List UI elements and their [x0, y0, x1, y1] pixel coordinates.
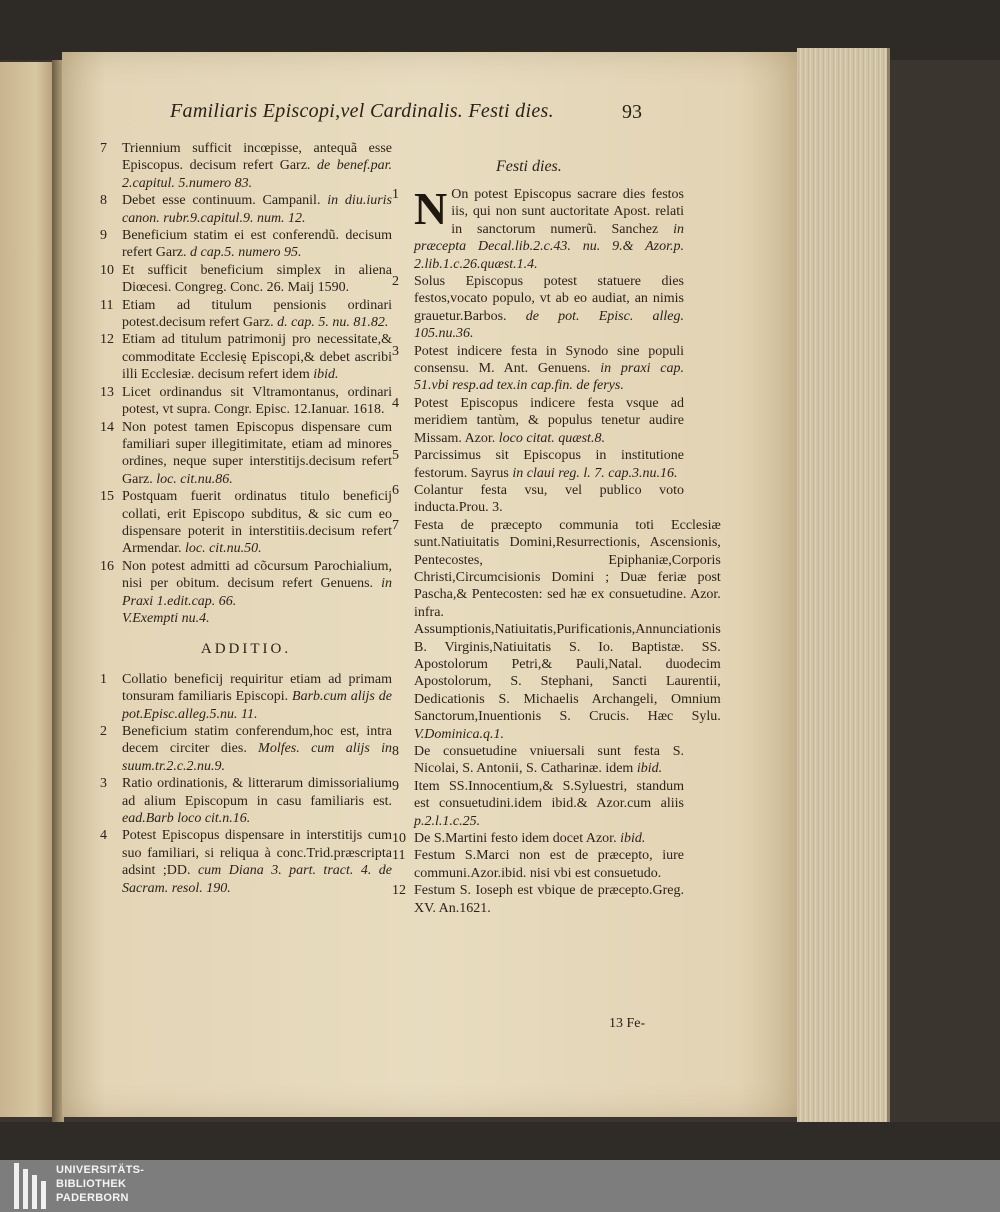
entry-body: Triennium sufficit incœpisse, antequã esse Episcopus. decisum refert Garz. [122, 141, 392, 174]
right-entry [392, 743, 684, 778]
entry-body: Festa de præcepto communia toti Ecclesiæ sunt.Natiuitatis Domini,Resurrectionis, Ascensionis, Pentecostes, Epiphaniæ,Corporis Christi,Circumcisionis Domini ; Duæ feriæ post Pascha,& Pentecosten: sed hæ ex consuetudine. Azor. infra. Assumptionis,Natiuitatis,Purificationis,Annunciationis B. Virginis,Natiuitatis S. Io. Baptistæ. SS. Apostolorum Petri,& Pauli,Natal. duodecim Apostolorum, S. Stephani, Sancti Laurentii, Dedicationis S. Michaelis Archangeli, Omnium Sanctorum,Inuentionis S. Crucis. Hæc Sylu. [414, 517, 721, 725]
entry-number: 5 [392, 448, 399, 464]
entry-body: Beneficium statim conferendum,hoc est, intra decem circiter dies. [122, 724, 392, 757]
entry-text [122, 140, 392, 192]
entry-number: 8 [392, 744, 399, 759]
library-name-line2: BIBLIOTHEK [56, 1178, 127, 1190]
entry-body: Solus Episcopus potest statuere dies festos,vocato populo, vt ab eo audiat, an nimis grauetur.Barbos. [414, 274, 684, 324]
entry-citation: loc. cit.nu.50. [184, 541, 262, 557]
entry-text [414, 743, 684, 778]
entry-body: Licet ordinandus sit Vltramontanus, ordinari potest, vt supra. Congr. Episc. 12.Ianuar. 1618. [122, 384, 392, 418]
entry-text [414, 343, 684, 395]
entry-text [414, 183, 684, 273]
entry-text [122, 227, 392, 262]
entry-number: 4 [392, 395, 399, 411]
additio-title: ADDITIO. [200, 641, 292, 658]
entry-text [414, 482, 684, 517]
entry-citation: de pot. Episc. alleg. 105.nu.36. [414, 308, 685, 342]
entry-number: 10 [100, 262, 114, 278]
additio-entry [100, 723, 392, 775]
left-entry [100, 192, 392, 227]
entry-text [122, 671, 392, 723]
festi-dies-heading: Festi dies. [496, 158, 562, 175]
entry-number: 14 [100, 419, 114, 435]
entry-number: 2 [392, 274, 399, 290]
entry-body: Collatio beneficij requiritur etiam ad primam tonsuram familiaris Episcopi. [122, 671, 392, 705]
entry-text [122, 488, 392, 558]
entry-number: 4 [100, 828, 107, 844]
left-trailing-reference: V.Exempti nu.4. [122, 610, 210, 626]
entry-body: Debet esse continuum. Campanil. [122, 193, 321, 209]
drop-capital: N [414, 183, 448, 234]
left-entry [100, 419, 392, 489]
entry-text [414, 395, 684, 447]
entry-text [122, 297, 392, 332]
left-entry [100, 262, 392, 297]
entry-text [122, 262, 392, 297]
entry-citation: in praxi cap. 51.vbi resp.ad tex.in cap.fin. de ferys. [414, 361, 685, 394]
entry-text [122, 192, 392, 227]
left-entry [100, 227, 392, 262]
entry-citation: in claui reg. l. 7. cap.3.nu.16. [512, 465, 678, 481]
entry-body: Postquam fuerit ordinatus titulo beneficij collati, erit Episcopo subditus, & sic cum eo dispensare poterit in interstitiis.decisum refert Armendar. [122, 489, 392, 557]
right-entry [392, 395, 684, 447]
entry-number: 2 [100, 724, 107, 739]
left-entry [100, 384, 392, 419]
entry-body: Potest indicere festa in Synodo sine populi consensu. M. Ant. Genuens. [414, 343, 684, 377]
entry-body: Beneficium statim ei est conferendũ. decisum refert Garz. [122, 228, 392, 261]
catchword: 13 Fe- [609, 1016, 646, 1031]
right-column [392, 183, 721, 917]
entry-citation: ead.Barb loco cit.n.16. [122, 811, 251, 827]
entry-text [122, 775, 392, 827]
running-head: Familiaris Episcopi,vel Cardinalis. Festi dies. [170, 100, 554, 122]
entry-number: 7 [100, 141, 107, 156]
entry-number: 16 [100, 558, 114, 574]
entry-number: 9 [100, 228, 107, 244]
entry-citation: in præcepta Decal.lib.2.c.43. nu. 9.& Azor.p. 2.lib.1.c.26.quæst.1.4. [414, 221, 684, 272]
left-entry [100, 488, 392, 558]
entry-number: 11 [392, 848, 406, 864]
additio-entry [100, 775, 392, 827]
entry-number: 3 [100, 776, 107, 792]
entry-citation: Molfes. cum alijs in suum.tr.2.c.2.nu.9. [122, 741, 393, 774]
entry-body: Ratio ordinationis, & litterarum dimissorialium ad alium Episcopum in casu familiaris est. [122, 776, 392, 809]
entry-number: 7 [392, 517, 399, 533]
left-entry [100, 558, 392, 610]
right-entry [392, 847, 684, 882]
entry-body: Potest Episcopus indicere festa vsque ad meridiem tantùm, & populus tenetur audire Missam. Azor. [414, 395, 684, 446]
entry-number: 10 [392, 831, 406, 847]
entry-citation: d cap.5. numero 95. [190, 245, 302, 261]
entry-text [122, 723, 392, 775]
entry-body: Non potest admitti ad cõcursum Parochialium, nisi per obitum. decisum refert Genuens. [122, 558, 392, 592]
entry-body: Parcissimus sit Episcopus in institutione festorum. Sayrus [414, 448, 684, 481]
entry-citation: ibid. [636, 761, 663, 777]
entry-body: Item SS.Innocentium,& S.Syluestri, standum est consuetudini.idem ibid.& Azor.cum aliis [414, 778, 684, 812]
entry-citation: Barb.cum alijs de pot.Episc.alleg.5.nu. 11. [122, 689, 393, 722]
entry-text [414, 882, 684, 917]
entry-citation: in Praxi 1.edit.cap. 66. [122, 576, 393, 609]
left-page-edge [0, 62, 54, 1117]
entry-citation: de benef.par. 2.capitul. 5.numero 83. [122, 158, 392, 191]
left-entry [100, 331, 392, 383]
left-entry [100, 297, 392, 332]
left-column [100, 140, 392, 897]
right-entry [392, 778, 684, 830]
right-entry [392, 482, 684, 517]
entry-text [414, 447, 684, 482]
entry-text [414, 830, 684, 847]
additio-entry-list [100, 671, 392, 897]
entry-number: 1 [100, 671, 107, 687]
entry-citation: ibid. [620, 831, 646, 847]
right-entry [392, 183, 684, 273]
entry-text [414, 517, 721, 743]
entry-text [122, 419, 392, 489]
entry-body: De consuetudine vniuersali sunt festa S. Nicolai, S. Antonii, S. Catharinæ. idem [414, 744, 684, 777]
library-name-line1: UNIVERSITÄTS- [56, 1164, 145, 1176]
library-name [56, 1163, 196, 1205]
entry-body: Festum S. Ioseph est vbique de præcepto.Greg. XV. An.1621. [414, 883, 684, 916]
additio-entry [100, 671, 392, 723]
entry-body: Etiam ad titulum pensionis ordinari potest.decisum refert Garz. [122, 297, 392, 331]
entry-body: Colantur festa vsu, vel publico voto inducta.Prou. 3. [414, 482, 684, 516]
entry-body: De S.Martini festo idem docet Azor. [414, 831, 617, 847]
entry-citation: ibid. [313, 367, 339, 383]
left-entry-list [100, 140, 392, 610]
entry-citation: d. cap. 5. nu. 81.82. [277, 315, 389, 331]
right-entry [392, 447, 684, 482]
library-name-line3: PADERBORN [56, 1192, 129, 1204]
entry-number: 11 [100, 297, 114, 313]
entry-text [122, 384, 392, 419]
entry-number: 15 [100, 489, 114, 505]
additio-entry [100, 827, 392, 897]
entry-citation: V.Dominica.q.1. [414, 726, 504, 742]
page-number: 93 [622, 101, 642, 123]
entry-number: 6 [392, 482, 399, 498]
entry-number: 12 [100, 332, 114, 348]
left-entry [100, 140, 392, 192]
entry-body: Festum S.Marci non est de præcepto, iure communi.Azor.ibid. nisi vbi est consuetudo. [414, 848, 684, 881]
entry-number: 3 [392, 343, 399, 359]
right-entry [392, 830, 684, 847]
background-bottom [0, 1122, 1000, 1160]
entry-citation: loco citat. quæst.8. [498, 430, 605, 446]
entry-number: 12 [392, 883, 406, 899]
entry-number: 9 [392, 778, 399, 794]
entry-citation: cum Diana 3. part. tract. 4. de Sacram. resol. 190. [122, 863, 392, 896]
entry-citation: loc. cit.nu.86. [156, 471, 233, 487]
entry-text [414, 778, 684, 830]
entry-body: Et sufficit beneficium simplex in aliena Diœcesi. Congreg. Conc. 26. Maij 1590. [122, 262, 392, 296]
entry-body: Etiam ad titulum patrimonij pro necessitate,& commoditate Ecclesię Episcopi,& debet ascribi illi Ecclesiæ. decisum refert idem [122, 332, 392, 383]
entry-body: Non potest tamen Episcopus dispensare cum familiari super illegitimitate, etiam ad minores ordines, neque super interstitijs.decisum refert Garz. [122, 419, 392, 487]
entry-citation: p.2.l.1.c.25. [414, 813, 481, 829]
right-entry [392, 517, 721, 743]
entry-text [122, 331, 392, 383]
entry-body: On potest Episcopus sacrare dies festos iis, qui non sunt auctoritate Apost. relati in sanctorum numerũ. Sanchez [451, 187, 684, 237]
entry-text [122, 827, 392, 897]
entry-number: 13 [100, 384, 114, 400]
right-entry [392, 273, 684, 343]
right-entry [392, 882, 684, 917]
page-fore-edge [797, 48, 890, 1128]
entry-text [414, 847, 684, 882]
entry-number: 8 [100, 193, 107, 209]
library-logo-icon [14, 1163, 48, 1209]
entry-text [122, 558, 392, 610]
entry-text [414, 273, 684, 343]
entry-number: 1 [392, 187, 399, 202]
entry-citation: in diu.iuris canon. rubr.9.capitul.9. num. 12. [122, 193, 392, 226]
right-entry [392, 343, 684, 395]
entry-body: Potest Episcopus dispensare in interstitijs cum suo familiari, si reliqua à conc.Trid.præscripta adsint ;DD. [122, 828, 392, 879]
right-entry-list [392, 183, 721, 917]
